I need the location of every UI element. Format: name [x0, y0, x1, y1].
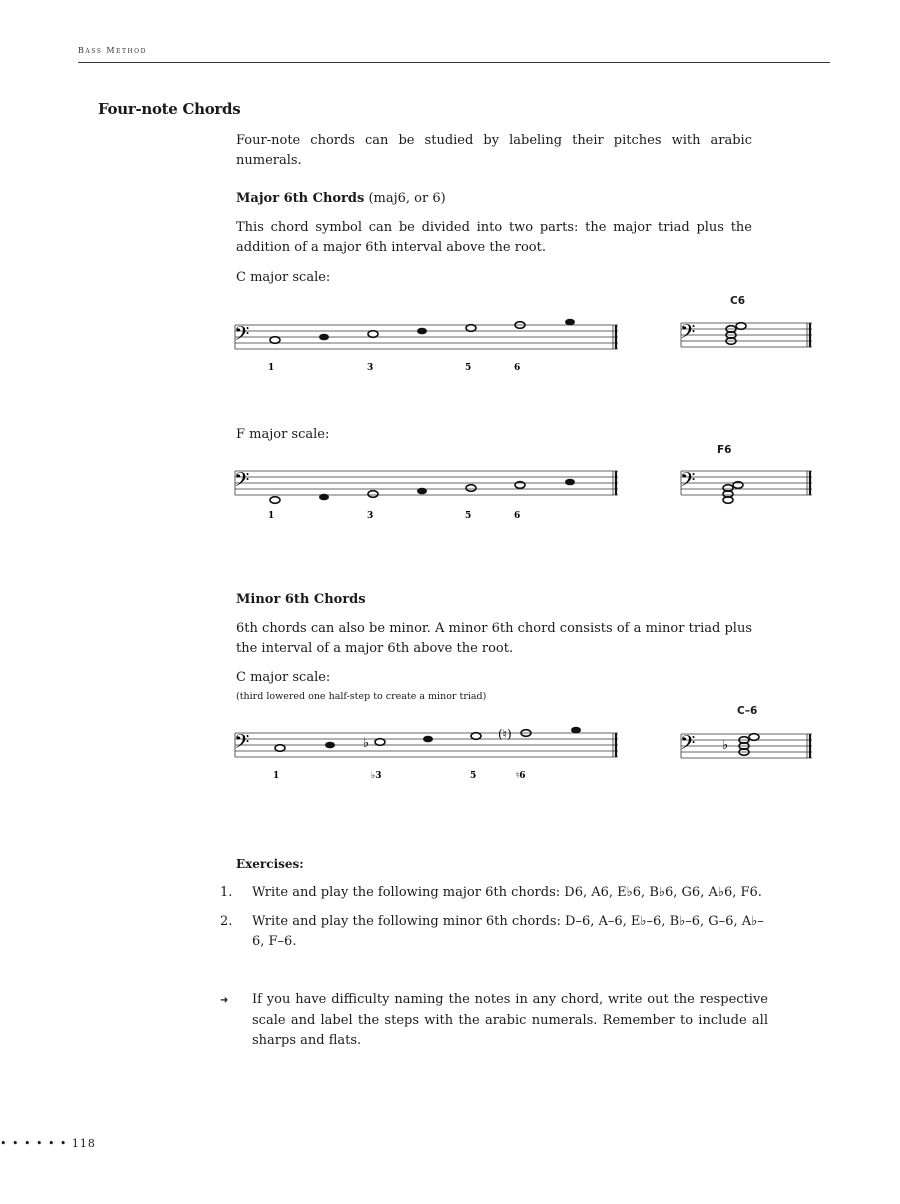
folio-dots: • • • • • • — [0, 1137, 68, 1150]
degree-label: ♮6 — [516, 771, 526, 781]
scale-label-c-major: C major scale: — [236, 270, 331, 285]
degree-label: 1 — [268, 511, 275, 521]
header-rule — [78, 62, 830, 63]
bass-clef-icon: 𝄢 — [234, 468, 250, 496]
note-c — [275, 745, 285, 752]
chord-name-f6: F6 — [717, 444, 732, 456]
flat-icon: ♭ — [722, 738, 729, 753]
degree-label: 1 — [273, 771, 280, 781]
exercise-number: 1. — [220, 885, 233, 900]
staff-f-major-scale — [230, 453, 630, 528]
degree-label: ♭3 — [371, 771, 382, 781]
natural-icon: (♮) — [498, 727, 512, 741]
bass-clef-icon: 𝄢 — [234, 322, 250, 350]
note-f — [417, 328, 427, 335]
degree-label: 1 — [268, 363, 275, 373]
minor6-description: 6th chords can also be minor. A minor 6th chord consists of a minor triad plus the interval of a major 6th above the root. — [236, 621, 752, 656]
degree-label: 6 — [514, 511, 521, 521]
arrow-icon: ➜ — [220, 995, 229, 1006]
major6-description: This chord symbol can be divided into two parts: the major triad plus the addition of a major 6th interval above the root. — [236, 220, 752, 255]
note-c — [270, 337, 280, 344]
page-footer — [0, 1137, 96, 1150]
section-title: Four-note Chords — [98, 100, 241, 118]
minor6-heading: Minor 6th Chords — [236, 592, 366, 607]
running-head: Bass Method — [78, 46, 147, 55]
degree-label: 3 — [367, 363, 374, 373]
exercises-heading: Exercises: — [236, 857, 304, 871]
note-a — [368, 491, 378, 498]
staff-chord-c-minor6 — [678, 716, 818, 771]
scale-notes — [270, 479, 575, 504]
major6-heading-suffix: (maj6, or 6) — [364, 191, 446, 206]
note-eflat — [375, 739, 385, 746]
note-c — [466, 485, 476, 492]
note-g — [471, 733, 481, 740]
major6-heading-text: Major 6th Chords — [236, 191, 365, 206]
chord-name-c-minor6: C–6 — [737, 705, 758, 717]
note-bflat — [417, 488, 427, 495]
flat-icon: ♭ — [363, 736, 370, 751]
staff-c-minor-scale — [230, 713, 630, 788]
bass-clef-icon: 𝄢 — [234, 730, 250, 758]
note-g — [319, 494, 329, 501]
page-number: 118 — [71, 1137, 96, 1150]
degree-label: 5 — [465, 511, 472, 521]
exercise-item — [220, 912, 768, 952]
exercise-text: Write and play the following minor 6th chords: D–6, A–6, E♭–6, B♭–6, G–6, A♭–6, F–6. — [252, 914, 764, 949]
chord-name-c6: C6 — [730, 295, 746, 307]
exercise-text: Write and play the following major 6th chords: D6, A6, E♭6, B♭6, G6, A♭6, F6. — [252, 885, 762, 900]
note-f — [423, 736, 433, 743]
note-d — [325, 742, 335, 749]
scale-label-c-minor: C major scale: — [236, 670, 331, 685]
degree-label: 5 — [470, 771, 477, 781]
note-b — [565, 319, 575, 326]
degree-label: 6 — [514, 363, 521, 373]
minor-triad-note: (third lowered one half-step to create a minor triad) — [236, 691, 487, 702]
tip-text: If you have difficulty naming the notes in any chord, write out the respective scale and label the steps with the arabic numerals. Remember to include all sharps and flats. — [252, 992, 768, 1048]
scale-label-f-major: F major scale: — [236, 427, 330, 442]
chord-notes — [723, 482, 743, 504]
major6-heading — [236, 189, 752, 209]
intro-paragraph: Four-note chords can be studied by labeling their pitches with arabic numerals. — [236, 133, 752, 168]
tip-paragraph — [220, 990, 768, 1051]
degree-label: 3 — [367, 511, 374, 521]
note-d — [319, 334, 329, 341]
bass-clef-icon: 𝄢 — [680, 320, 696, 348]
note-g — [466, 325, 476, 332]
staff-chord-c6 — [678, 305, 818, 360]
exercise-number: 2. — [220, 914, 233, 929]
note-e — [565, 479, 575, 486]
bass-clef-icon: 𝄢 — [680, 731, 696, 759]
degree-label: 5 — [465, 363, 472, 373]
staff-chord-f6 — [678, 453, 818, 515]
exercise-item — [220, 883, 768, 903]
staff-c-major-scale — [230, 305, 630, 380]
note-e — [368, 331, 378, 338]
note-b — [571, 727, 581, 734]
bass-clef-icon: 𝄢 — [680, 468, 696, 496]
note-f — [270, 497, 280, 504]
